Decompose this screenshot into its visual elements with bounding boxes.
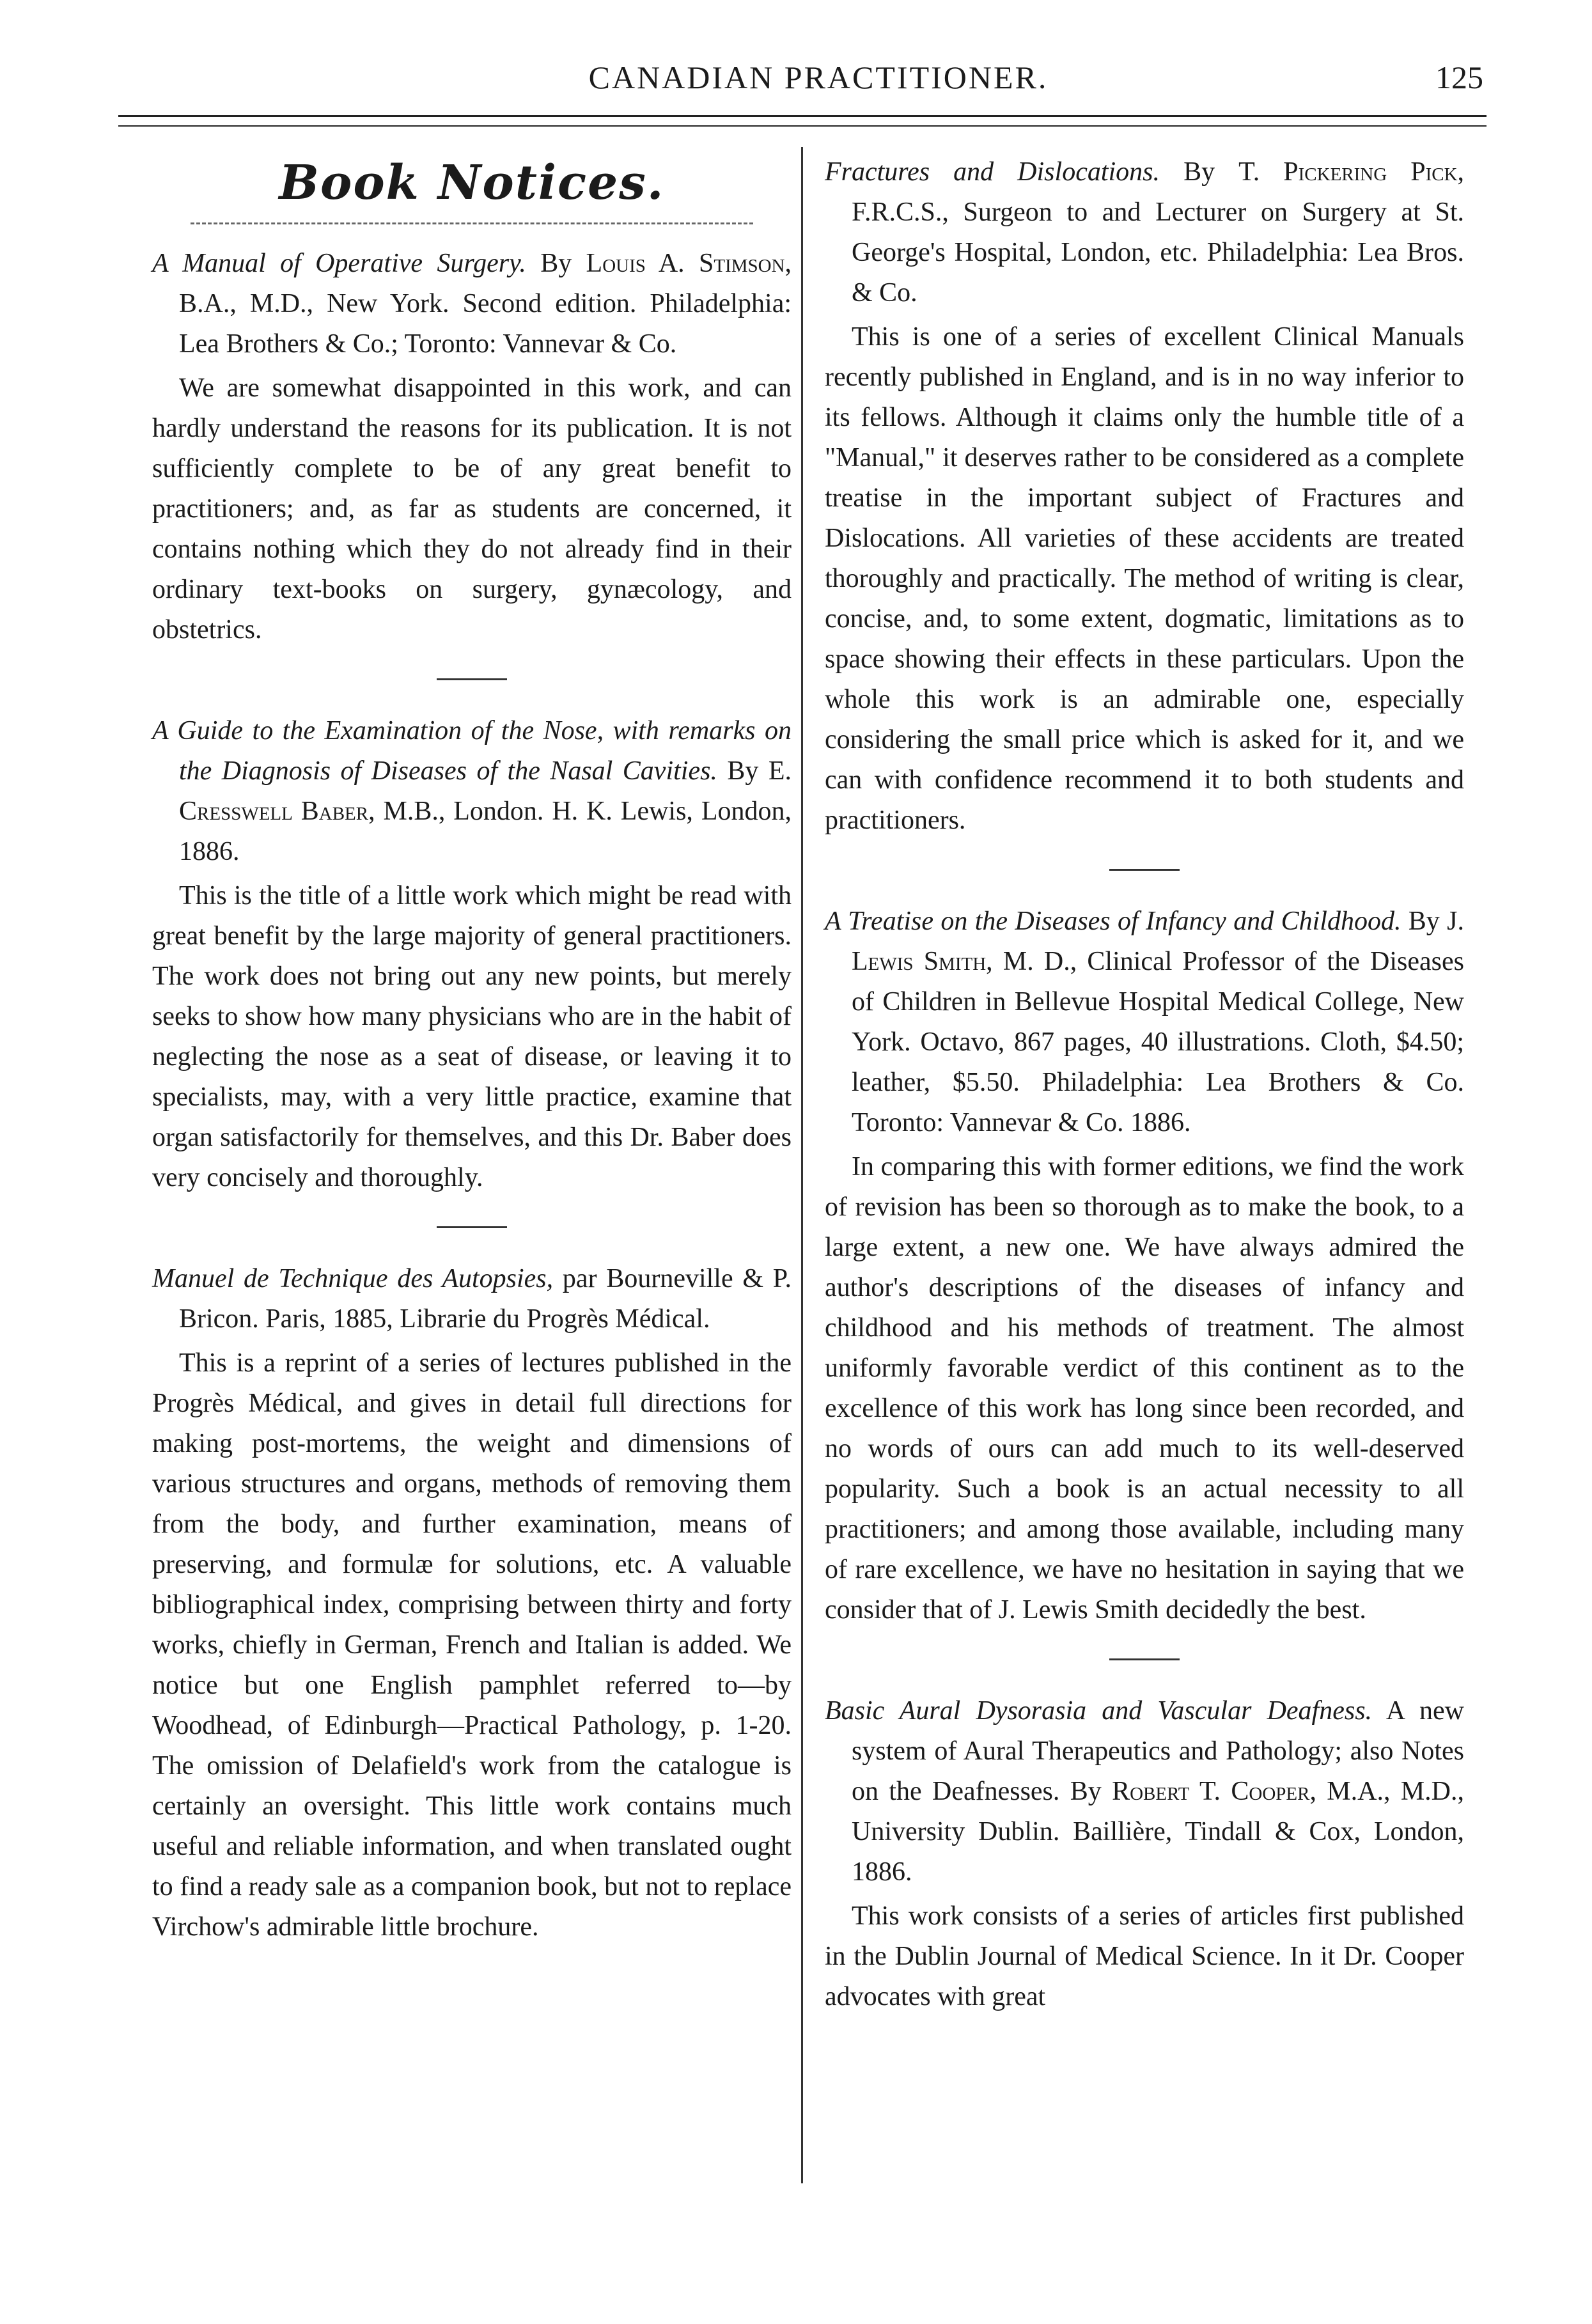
header-rule-top — [118, 115, 1487, 117]
citation-details: , M.A., M.D., University Dublin. Baillière, Tindall & Cox, London, 1886. — [852, 1777, 1464, 1887]
right-column — [825, 152, 1464, 2017]
citation-details: , M.B., London. H. K. Lewis, London, 1886. — [179, 797, 792, 866]
book-notice — [825, 901, 1464, 1630]
notice-separator — [1109, 1658, 1180, 1660]
citation-details: , F.R.C.S., Surgeon to and Lecturer on Surgery at St. George's Hospital, London, etc. Philadelphia: Lea Bros. & Co. — [852, 157, 1465, 308]
book-title: Fractures and Dislocations. — [825, 157, 1160, 187]
notice-body: This work consists of a series of articles first published in the Dublin Journal of Medical Science. In it Dr. Cooper advocates with great — [825, 1901, 1464, 2011]
author-name: J. Lewis Smith — [852, 907, 1465, 976]
header-rule-bottom — [118, 125, 1487, 127]
book-title: A Guide to the Examination of the Nose, with remarks on the Diagnosis of Diseases of the Nasal Cavities. — [152, 716, 792, 786]
journal-title: CANADIAN PRACTITIONER. — [588, 59, 1049, 95]
book-title: A Treatise on the Diseases of Infancy and Childhood. — [825, 907, 1401, 936]
citation-details: , B.A., M.D., New York. Second edition. Philadelphia: Lea Brothers & Co.; Toronto: Vannevar & Co. — [179, 249, 792, 359]
section-title: Book Notices. — [279, 155, 665, 210]
notice-citation — [825, 152, 1464, 313]
notice-citation — [825, 901, 1464, 1143]
citation-details: , M. D., Clinical Professor of the Diseases of Children in Bellevue Hospital Medical College, New York. Octavo, 867 pages, 40 illustrations. Cloth, $4.50; leather, $5.50. Philadelphia: Lea Brothers & Co. Toronto: Vannevar & Co. 1886. — [852, 947, 1464, 1137]
notice-citation — [152, 711, 792, 872]
notice-body: We are somewhat disappointed in this work, and can hardly understand the reasons for its publication. It is not sufficiently complete to be of any great benefit to practitioners; and, as far as students are concerned, it contains nothing which they do not already find in their ordinary text-books on surgery, gynæcology, and obstetrics. — [152, 373, 792, 644]
notice-citation — [152, 1259, 792, 1339]
notice-separator — [1109, 869, 1180, 871]
notice-citation — [152, 244, 792, 364]
citation-prefix: par Bourneville & P. Bricon. Paris, 1885, Librarie du Progrès Médical. — [179, 1264, 792, 1334]
citation-prefix: By — [540, 249, 572, 278]
book-title: Basic Aural Dysorasia and Vascular Deafness. — [825, 1696, 1373, 1726]
column-divider — [801, 147, 803, 2183]
citation-prefix: By — [727, 756, 759, 786]
title-dotted-rule — [191, 222, 753, 224]
citation-prefix: A new system of Aural Therapeutics and Pathology; also Notes on the Deafnesses. By — [852, 1696, 1464, 1806]
book-notice — [152, 711, 792, 1198]
notice-separator — [437, 678, 507, 680]
page-number: 125 — [1435, 59, 1483, 95]
author-name: E. Cresswell Baber — [179, 756, 792, 826]
book-title: A Manual of Operative Surgery. — [152, 249, 526, 278]
notice-body: This is one of a series of excellent Clinical Manuals recently published in England, and is in no way inferior to its fellows. Although it claims only the humble title of a "Manual," it deserves rather to be considered as a complete treatise in the important subject of Fractures and Dislocations. All varieties of these accidents are treated thoroughly and practically. The method of writing is clear, concise, and, to some extent, dogmatic, limitations as to space showing their effects in these particulars. Upon the whole this work is an admirable one, especially considering the small price which is asked for it, and we can with confidence recommend it to both students and practitioners. — [825, 322, 1464, 835]
notice-body: This is a reprint of a series of lectures published in the Progrès Médical, and gives in detail full directions for making post-mortems, the weight and dimensions of various structures and organs, methods of removing them from the body, and further examination, means of preserving, and formulæ for solutions, etc. A valuable bibliographical index, comprising between thirty and forty works, chiefly in German, French and Italian is added. We notice but one English pamphlet referred to—by Woodhead, of Edinburgh—Practical Pathology, p. 1-20. The omission of Delafield's work from the catalogue is certainly an oversight. This little work contains much useful and reliable information, and when translated ought to find a ready sale as a companion book, but not to replace Virchow's admirable little brochure. — [152, 1348, 792, 1942]
citation-prefix: By — [1183, 157, 1215, 187]
citation-prefix: By — [1408, 907, 1440, 936]
author-name: T. Pickering Pick — [1238, 157, 1458, 187]
notice-separator — [437, 1226, 507, 1228]
book-title: Manuel de Technique des Autopsies, — [152, 1264, 554, 1293]
notice-body: This is the title of a little work which might be read with great benefit by the large majority of general practitioners. The work does not bring out any new points, but merely seeks to show how many physicians who are in the habit of neglecting the nose as a seat of disease, or leaving it to specialists, may, with a very little practice, examine that organ satisfactorily for themselves, and this Dr. Baber does very concisely and thoroughly. — [152, 881, 792, 1192]
notice-body: In comparing this with former editions, we find the work of revision has been so thorough as to make the book, to a large extent, a new one. We have always admired the author's descriptions of the diseases of infancy and childhood and his methods of treatment. The almost uniformly favorable verdict of this continent as to the excellence of this work has long since been recorded, and no words of ours can add much to its well-deserved popularity. Such a book is an actual necessity to all practitioners; and among those available, including many of rare excellence, we have no hesitation in saying that we consider that of J. Lewis Smith decidedly the best. — [825, 1152, 1464, 1625]
book-notice — [152, 1259, 792, 1947]
book-notice — [152, 244, 792, 650]
running-head — [153, 59, 1483, 110]
book-notice — [825, 1691, 1464, 2017]
left-column — [152, 152, 792, 1947]
author-name: Louis A. Stimson — [586, 249, 785, 278]
book-notice — [825, 152, 1464, 841]
notice-citation — [825, 1691, 1464, 1892]
author-name: Robert T. Cooper — [1112, 1777, 1310, 1806]
